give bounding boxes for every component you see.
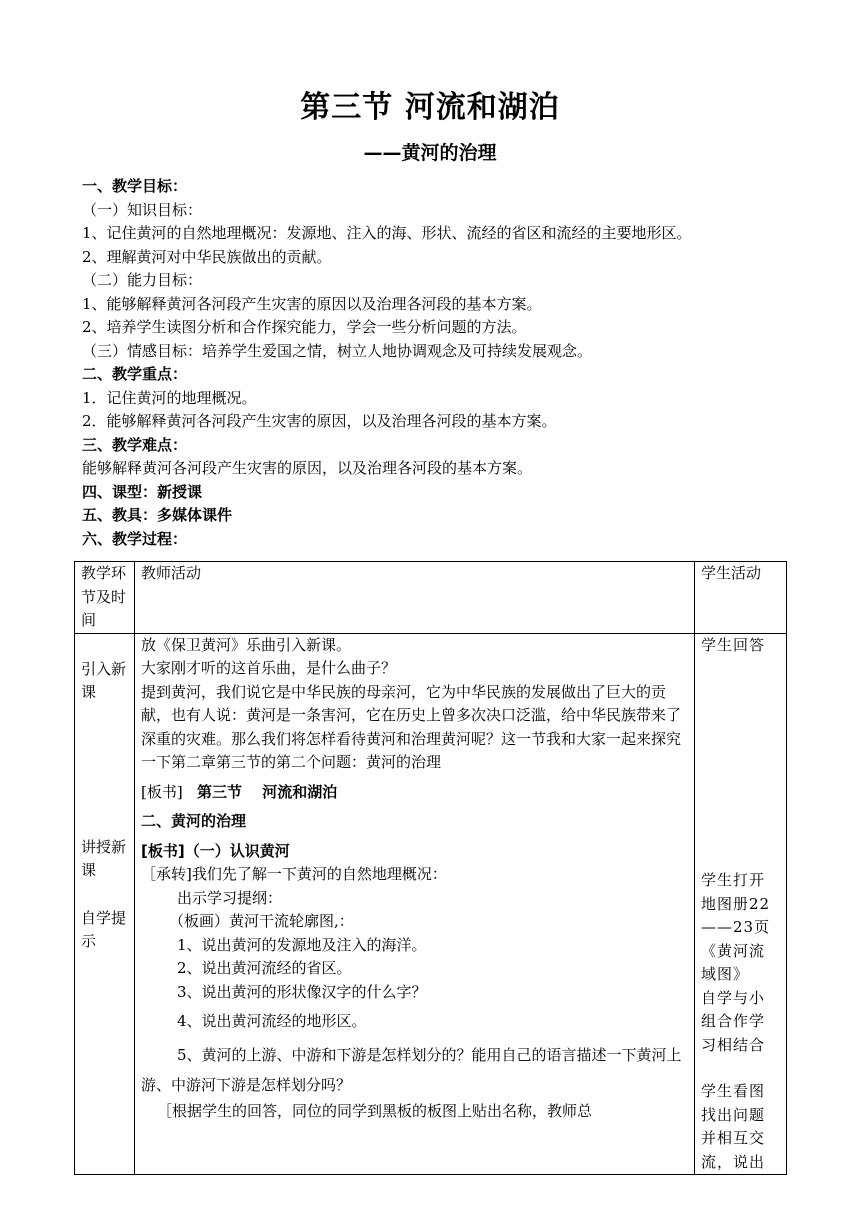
knowledge-item: 1、记住黄河的自然地理概况：发源地、注入的海、形状、流经的省区和流经的主要地形区。 [82,224,692,242]
board-note-1: [板书] 第三节 河流和湖泊 [141,782,338,801]
knowledge-heading: （一）知识目标： [82,200,203,219]
difficulty-heading: 三、教学难点： [82,435,188,454]
table-row [75,633,787,1175]
lesson-type: 四、课型：新授课 [82,482,203,501]
teaching-process-table [74,561,787,1175]
teacher-p3: 提到黄河，我们说它是中华民族的母亲河，它为中华民族的发展做出了巨大的贡献，也有人说：黄河是一条害河，它在历史上曾多次决口泛滥，给中华民族带来了深重的灾难。那么我们将怎样看待黄河和治理黄河呢？这一节我和大家一起来探究一下第二章第三节的第二个问题：黄河的治理 [141,682,682,771]
process-heading: 六、教学过程： [82,529,188,548]
question-1: 1、说出黄河的发源地及注入的海洋。 [177,935,427,954]
ability-item: 2、培养学生读图分析和合作探究能力，学会一些分析问题的方法。 [82,318,527,336]
page-subtitle: ——黄河的治理 [363,142,497,164]
stage-lecture: 讲授新课 [81,837,127,879]
question-6: ［根据学生的回答，同位的同学到黑板的板图上贴出名称，教师总 [157,1101,593,1120]
transition-text: ［承转]我们先了解一下黄河的自然地理概况： [141,865,447,883]
board-note-2: [板书]（一）认识黄河 [141,841,290,860]
key-points-heading: 二、教学重点： [82,365,188,383]
question-3: 3、说出黄河的形状像汉字的什么字？ [177,982,427,1001]
stage-intro: 引入新课 [81,659,127,701]
table-header-row [75,562,787,634]
objectives-heading: 一、教学目标： [82,177,188,195]
teacher-p2: 大家刚才听的这首乐曲，是什么曲子？ [141,659,397,677]
header-teacher: 教师活动 [135,562,695,634]
header-stage: 教学环节及时间 [75,562,135,634]
board-note-3: （板画）黄河干流轮廓图,： [169,912,354,930]
question-2: 2、说出黄河流经的省区。 [177,959,352,977]
teacher-activity-cell [135,633,695,1175]
section-heading: 二、黄河的治理 [141,812,247,830]
student-self-study: 自学与小组合作学习相结合 [701,988,766,1054]
page-title: 第三节 河流和湖泊 [300,90,560,125]
question-4: 4、说出黄河流经的地形区。 [177,1012,367,1030]
student-map-reading: 学生看图找出问题并相互交流，说出 [701,1082,766,1171]
teaching-tools: 五、教具：多媒体课件 [82,506,233,524]
ability-item: 1、能够解释黄河各河段产生灾害的原因以及治理各河段的基本方案。 [82,294,542,313]
outline-text: 出示学习提纲： [177,888,283,907]
student-activity-cell [695,633,787,1175]
emotion-objective: （三）情感目标：培养学生爱国之情，树立人地协调观念及可持续发展观念。 [82,341,593,360]
student-answer: 学生回答 [701,635,766,654]
stage-cell [75,633,135,1175]
key-point-item: 1．记住黄河的地理概况。 [82,388,257,407]
key-point-item: 2．能够解释黄河各河段产生灾害的原因，以及治理各河段的基本方案。 [82,412,557,430]
question-5: 5、黄河的上游、中游和下游是怎样划分的？能用自己的语言描述一下黄河上游、中游河下游是怎样划分吗？ [141,1045,682,1094]
lesson-plan-body [82,175,802,551]
teacher-p1: 放《保卫黄河》乐曲引入新课。 [141,635,352,654]
student-open-atlas: 学生打开地图册22——23页《黄河流域图》 [701,871,771,983]
stage-self-study: 自学提示 [81,908,127,950]
ability-heading: （二）能力目标： [82,271,203,289]
knowledge-item: 2、理解黄河对中华民族做出的贡献。 [82,247,332,266]
difficulty-text: 能够解释黄河各河段产生灾害的原因，以及治理各河段的基本方案。 [82,459,533,477]
header-student: 学生活动 [695,562,787,634]
